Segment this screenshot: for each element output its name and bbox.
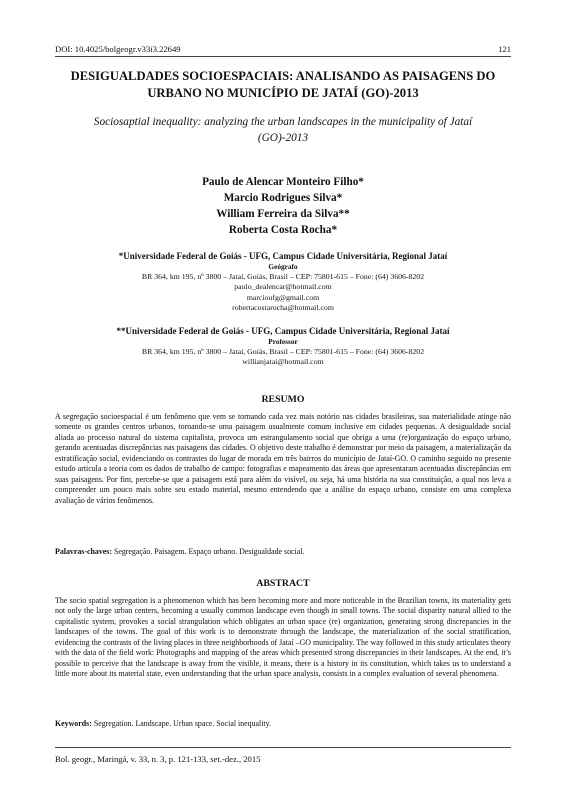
keywords-label: Palavras-chaves: (55, 547, 112, 556)
affiliation-block-2 (55, 325, 511, 368)
abstract-keywords (55, 719, 511, 728)
keywords-value: Segregation. Landscape. Urban space. Social inequality. (93, 719, 271, 728)
resumo-keywords (55, 547, 511, 556)
author-list (55, 174, 511, 238)
footer-rule (55, 747, 511, 748)
resumo-text: A segregação socioespacial é um fenômeno que vem se tornando cada vez mais notório nas cidades brasileiras, sua materialidade atinge não somente os grandes centros urbanos, tornando-se uma paisagem usualmente comum inclusive em cidades pequenas. A desigualdade social aliada ao processo natural do sistema capitalista, provoca um estrangulamento social que obriga a uma (re)organização do espaço urbano, gerando acentuadas discrepâncias nas paisagens das cidades. O objetivo deste trabalho é demonstrar por meio da paisagem, a materialização da estratificação social, evidenciando os contrastes do lugar de morada em três bairros do município de Jataí-GO. O caminho seguido no presente estudo articula a teoria com os dados de trabalho de campo: fotografias e mapeamento das áreas que apresentaram acentuadas discrepâncias em suas paisagens. Por fim, percebe-se que a paisagem está para além do visível, ou seja, há uma história na sua constituição, a qual nos leva a compreender um pouco mais sobre seu estado material, mesmo entendendo que a análise do espaço urbano, consiste em uma complexa avaliação de vários fenômenos. (55, 412, 511, 505)
author-email: willianjatai@hotmail.com (242, 357, 324, 367)
author-email: paulo_dealencar@hotmail.com (234, 282, 332, 292)
paper-title: DESIGUALDADES SOCIOESPACIAIS: ANALISANDO AS PAISAGENS DO URBANO NO MUNICÍPIO DE JATAÍ (GO)-2013 (70, 69, 496, 100)
doi-text: DOI: 10.4025/bolgeogr.v33i3.22649 (55, 44, 181, 54)
author-name: William Ferreira da Silva** (216, 208, 350, 220)
author-name: Roberta Costa Rocha* (228, 224, 338, 236)
running-header (55, 44, 511, 54)
keywords-label: Keywords: (55, 719, 92, 728)
abstract-heading: ABSTRACT (256, 578, 310, 589)
affiliation-role: Professor (268, 337, 298, 346)
journal-footer: Bol. geogr., Maringá, v. 33, n. 3, p. 121-133, set.-dez., 2015 (55, 754, 261, 764)
author-name: Paulo de Alencar Monteiro Filho* (202, 176, 364, 188)
header-rule (55, 56, 511, 57)
affiliation-institution: *Universidade Federal de Goiás - UFG, Campus Cidade Universitária, Regional Jataí (118, 251, 448, 261)
abstract-text: The socio spatial segregation is a phenomenon which has been becoming more and more noticeable in the Brazilian towns, its materiality gets not only the large urban centers, becoming a usually common landscape even though in small towns. The social disparity natural allied to the capitalistic system, provokes a social strangulation which obligates an urban space (re) organization, generating strong discrepancies in the landscapes of the towns. The goal of this work is to demonstrate through the landscape, the materialization of the social stratification, evidencing the contrasts of the living places in three neighborhoods of Jataí –GO municipality. The way followed in this study articulates theory with the data of the field work: Photographs and mapping of the areas which presented strong discrepancies in their landscapes. At the end, it’s possible to perceive that the landscape is away from the visible, it means, there is a history in its constitution, which takes us to understand a little more about its material state, even understanding that the urban space analysis, consists in a complex evaluation of several phenomena. (55, 596, 511, 679)
affiliation-address: BR 364, km 195, nº 3800 – Jataí, Goiás, Brasil – CEP: 75801-615 – Fone: (64) 3606-8202 (141, 272, 425, 282)
author-email: marcioufg@gmail.com (246, 292, 320, 302)
author-email: robertacostarocha@hotmail.com (232, 302, 334, 312)
author-name: Marcio Rodrigues Silva* (223, 192, 343, 204)
paper-subtitle: Sociosaptial inequality: analyzing the urban landscapes in the municipality of Jataí (GO)-2013 (93, 116, 473, 144)
keywords-value: Segregação. Paisagem. Espaço urbano. Desigualdade social. (113, 547, 305, 556)
affiliation-institution: **Universidade Federal de Goiás - UFG, Campus Cidade Universitária, Regional Jataí (116, 326, 450, 336)
affiliation-address: BR 364, km 195, nº 3800 – Jataí, Goiás, Brasil – CEP: 75801-615 – Fone: (64) 3606-8202 (141, 347, 425, 357)
resumo-heading: RESUMO (261, 394, 305, 405)
affiliation-block-1 (55, 250, 511, 313)
affiliation-role: Geógrafo (268, 262, 298, 271)
page-number: 121 (498, 44, 511, 54)
